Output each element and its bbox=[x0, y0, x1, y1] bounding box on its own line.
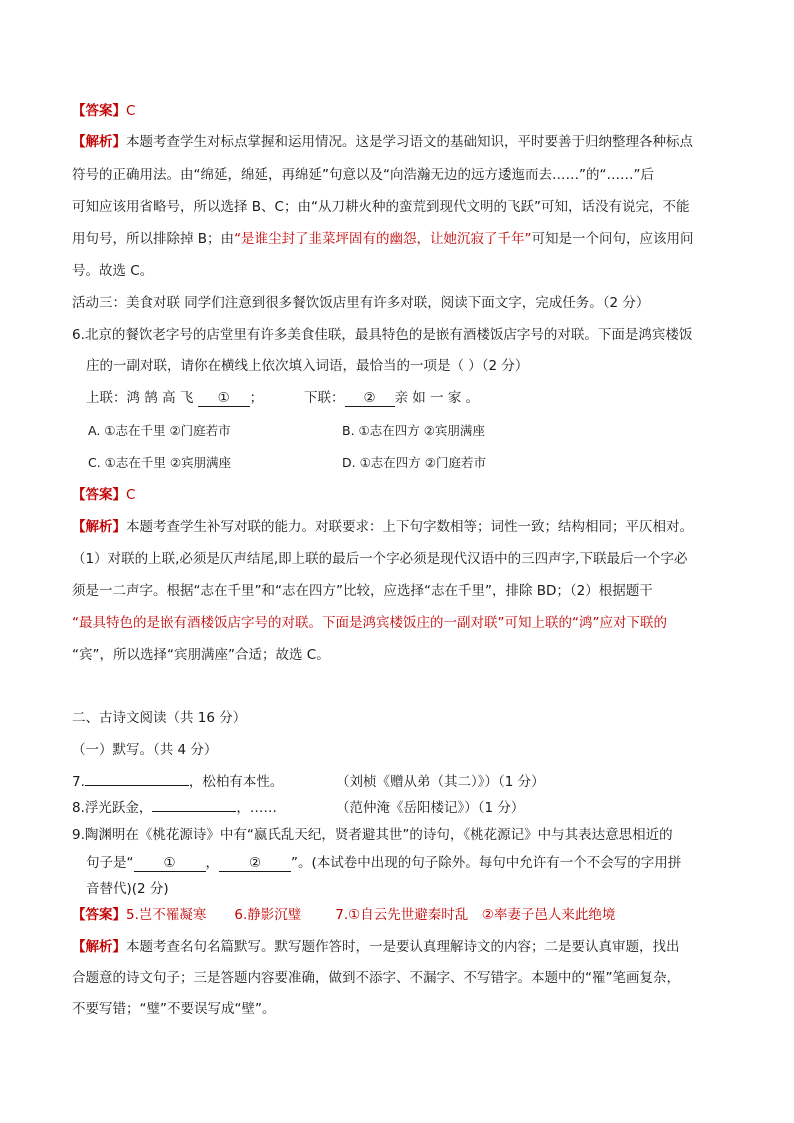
q6-stem-line-1: 6.北京的餐饮老字号的店堂里有许多美食佳联，最具特色的是嵌有酒楼饭店字号的对联。下面是鸿宾楼饭 bbox=[72, 327, 693, 343]
q8-source: （范仲淹《岳阳楼记》）（1 分） bbox=[336, 800, 525, 816]
q5-analysis-line-3: 可知应该用省略号，所以选择 B、C；由“从刀耕火种的蛮荒到现代文明的飞跃”可知，话没有说完，不能 bbox=[72, 199, 690, 215]
analysis-tag: 【解析】 bbox=[72, 134, 126, 150]
q6-answer-line bbox=[72, 486, 135, 504]
q9-comma: ， bbox=[205, 855, 219, 871]
answer-value: C bbox=[126, 103, 136, 119]
q5-analysis-line-4 bbox=[72, 230, 694, 248]
q6-option-b[interactable]: B. ①志在四方 ②宾朋满座 bbox=[342, 423, 485, 438]
analysis-text: 本题考查学生补写对联的能力。对联要求：上下句字数相等；词性一致；结构相同；平仄相对。 bbox=[126, 519, 693, 535]
q7-source: （刘桢《赠从弟（其二）》）（1 分） bbox=[336, 774, 545, 790]
q9-line-3: 音替代)(2 分) bbox=[86, 881, 169, 897]
q6-analysis-line-3: 须是一二声字。根据“志在千里”和“志在四方”比较，应选择“志在千里”，排除 BD；（2）根据题干 bbox=[72, 583, 653, 599]
q9-blank-2[interactable]: ② bbox=[219, 855, 291, 872]
lower-label: 下联： bbox=[304, 390, 345, 406]
q6-lower-couplet bbox=[304, 389, 479, 407]
answer-5: 5.岂不罹凝寒 bbox=[126, 907, 207, 923]
q9-line-1: 9.陶渊明在《桃花源诗》中有“嬴氏乱天纪，贤者避其世”的诗句，《桃花源记》中与其表达意思相近的 bbox=[72, 827, 673, 843]
analysis-quote: “是谁尘封了韭菜坪固有的幽怨，让她沉寂了千年” bbox=[234, 231, 532, 247]
lower-blank[interactable]: ② bbox=[345, 390, 395, 407]
q9-blank-1[interactable]: ① bbox=[134, 855, 206, 872]
section-2-title: 二、古诗文阅读（共 16 分） bbox=[72, 710, 247, 726]
q8-blank[interactable] bbox=[152, 811, 236, 812]
q7-text: ，松柏有本性。 bbox=[188, 774, 284, 790]
analysis-text: 本题考查名句名篇默写。默写题作答时，一是要认真理解诗文的内容；二是要认真审题，找出 bbox=[126, 939, 680, 955]
q8-number: 8.浮光跃金， bbox=[72, 800, 153, 816]
upper-end: ； bbox=[249, 390, 264, 406]
q7-blank[interactable] bbox=[85, 785, 189, 786]
q9-prefix: 句子是“ bbox=[86, 855, 134, 871]
q5-analysis-line-1 bbox=[72, 133, 693, 151]
q5-analysis-line-5: 号。故选 C。 bbox=[72, 263, 154, 279]
q6-analysis-line-2: （1）对联的上联,必须是仄声结尾,即上联的最后一个字必须是现代汉语中的三四声字,下联最后一个字必 bbox=[72, 551, 688, 567]
analysis-tag: 【解析】 bbox=[72, 519, 126, 535]
q6-option-a[interactable]: A. ①志在千里 ②门庭若市 bbox=[88, 423, 231, 438]
analysis-text: 可知是一个问句，应该用问 bbox=[531, 231, 694, 247]
answer-tag: 【答案】 bbox=[72, 907, 126, 923]
upper-label: 上联：鸿 鹄 高 飞 bbox=[86, 390, 198, 406]
answer-tag: 【答案】 bbox=[72, 103, 126, 119]
q5-analysis-line-2: 符号的正确用法。由“绵延，绵延，再绵延”句意以及“向浩瀚无边的远方逶迤而去……”的“……”后 bbox=[72, 167, 654, 183]
analysis-text: 用句号，所以排除掉 B；由 bbox=[72, 231, 235, 247]
answer-7: 7.①自云先世避秦时乱 ②率妻子邑人来此绝境 bbox=[335, 907, 616, 923]
q7-9-answer-line bbox=[72, 906, 615, 924]
q6-option-c[interactable]: C. ①志在千里 ②宾朋满座 bbox=[88, 455, 232, 470]
q6-upper-couplet bbox=[86, 389, 263, 407]
q6-analysis-line-4: “最具特色的是嵌有酒楼饭店字号的对联。下面是鸿宾楼饭庄的一副对联”可知上联的“鸿”应对下联的 bbox=[72, 615, 667, 631]
q6-stem-line-2: 庄的一副对联，请你在横线上依次填入词语，最恰当的一项是（ ）（2 分） bbox=[86, 358, 529, 374]
q7-number: 7. bbox=[72, 774, 85, 790]
analysis-text: 本题考查学生对标点掌握和运用情况。这是学习语文的基础知识，平时要善于归纳整理各种标点 bbox=[126, 134, 693, 150]
q7-line bbox=[72, 773, 283, 791]
q8-line bbox=[72, 799, 277, 817]
q9-line-2 bbox=[86, 854, 681, 872]
q8-text: ，…… bbox=[236, 800, 277, 816]
q7-9-analysis-line-2: 合题意的诗文句子；三是答题内容要准确，做到不添字、不漏字、不写错字。本题中的“罹”笔画复杂， bbox=[72, 970, 680, 986]
section-2-subtitle: （一）默写。（共 4 分） bbox=[72, 742, 218, 758]
q5-answer-line bbox=[72, 102, 135, 120]
answer-6: 6.静影沉璧 bbox=[234, 907, 302, 923]
upper-blank[interactable]: ① bbox=[198, 390, 250, 407]
q6-analysis-line-5: “宾”，所以选择“宾朋满座”合适；故选 C。 bbox=[72, 647, 330, 663]
q9-suffix: ”。(本试卷中出现的句子除外。每句中允许有一个不会写的字用拼 bbox=[291, 855, 682, 871]
q6-analysis-line-1 bbox=[72, 518, 693, 536]
q7-9-analysis-line-3: 不要写错；“璧”不要误写成“壁”。 bbox=[72, 1001, 276, 1017]
q7-9-analysis-line-1 bbox=[72, 938, 680, 956]
answer-value: C bbox=[126, 487, 136, 503]
q6-option-d[interactable]: D. ①志在四方 ②门庭若市 bbox=[342, 455, 486, 470]
lower-end: 亲 如 一 家 。 bbox=[394, 390, 480, 406]
answer-tag: 【答案】 bbox=[72, 487, 126, 503]
analysis-tag: 【解析】 bbox=[72, 939, 126, 955]
activity-3-heading: 活动三：美食对联 同学们注意到很多餐饮饭店里有许多对联，阅读下面文字，完成任务。（2 分） bbox=[72, 295, 650, 311]
